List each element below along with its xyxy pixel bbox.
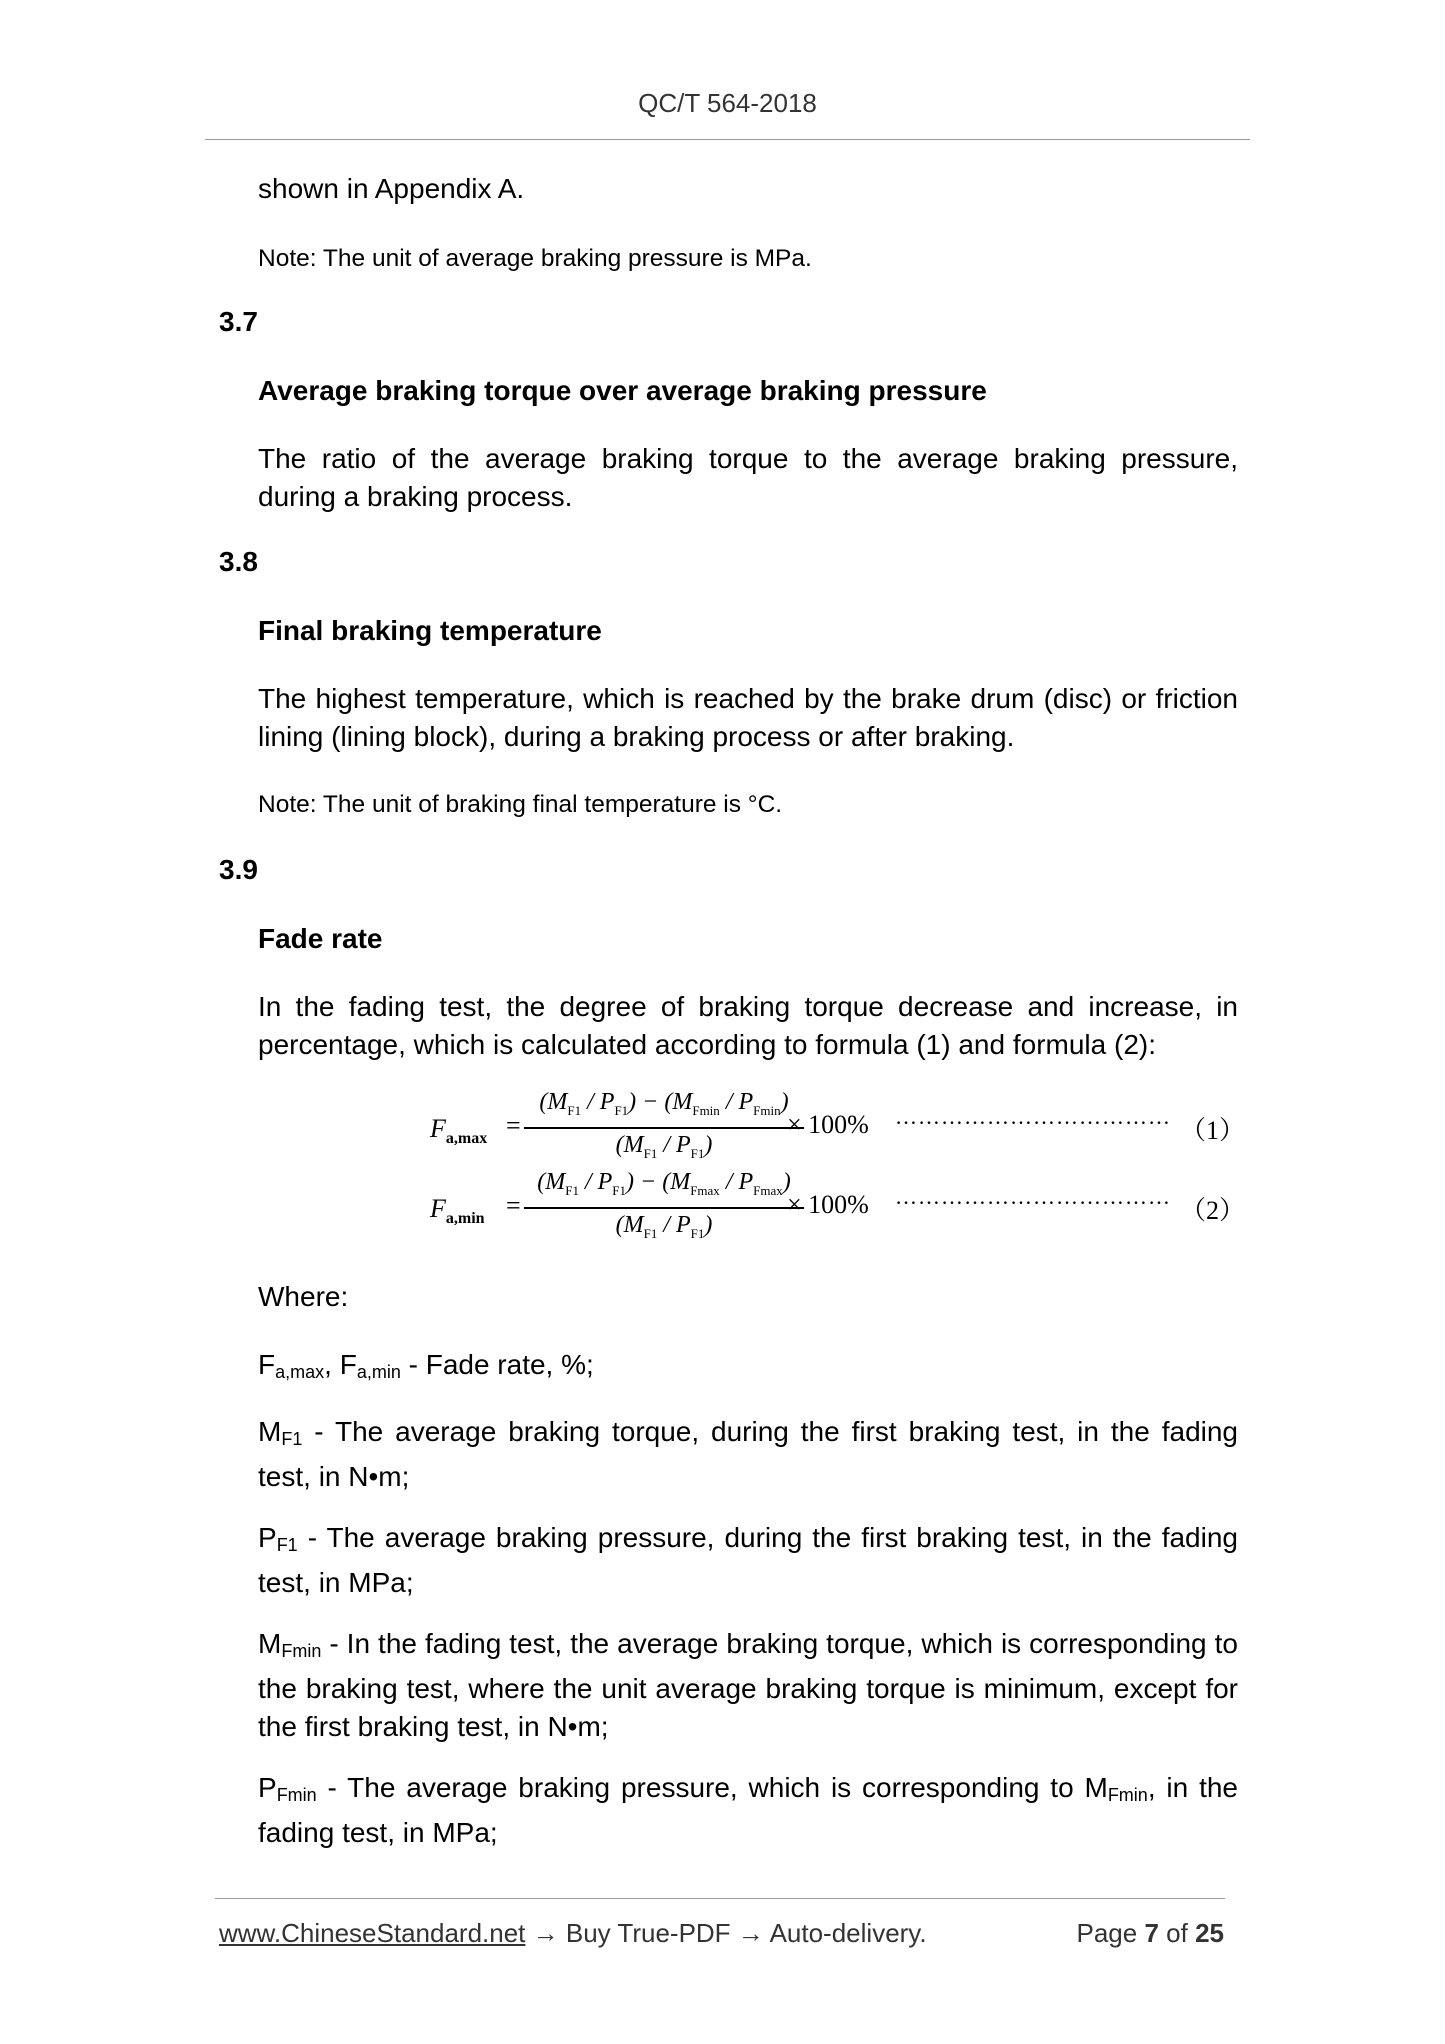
note-temperature-unit: Note: The unit of braking final temperature is °C. [258,791,783,818]
definition-pf1: $P_{F1}$ - The average braking pressure, during the first braking test, in the fading test, in MPa; [258,1522,1238,1598]
formula-2-number: （2） [1180,1196,1246,1225]
definition-mfmin: $M_{Fmin}$ - In the fading test, the average braking torque, which is corresponding to the braking test, where the unit average braking torque is minimum, except for the first braking test, in N•m; [258,1628,1238,1742]
definition-pfmin: $P_{Fmin}$ - The average braking pressure, which is corresponding to $M_{Fmin}$, in the fading test, in MPa; [258,1772,1238,1848]
formula-1-lhs: $F_{a,max}$ [430,1114,488,1148]
definition-fade-rate: $F_{a,max}$, $F_{a,min}$ - Fade rate, %; [258,1349,594,1382]
definition-mf1: $M_{F1}$ - The average braking torque, during the first braking test, in the fading test, in N•m; [258,1416,1238,1492]
section-heading-3-9: Fade rate [258,923,383,954]
header-divider [205,139,1250,140]
formula-1-number: （1） [1180,1116,1246,1145]
section-number-3-7: 3.7 [219,306,258,337]
page-indicator: Page 7 of 25 [1076,1918,1224,1948]
formula-2-fraction: $(M_{F1} / P_{F1}) - (M_{Fmax} / P_{Fmax})$ $(M_{F1} / P_{F1})$ [524,1168,804,1248]
where-label: Where: [258,1281,349,1312]
section-text-3-8: The highest temperature, which is reached by the brake drum (disc) or friction lining (lining block), during a braking process or after braking. [258,683,1238,752]
formula-2: $F_{a,min}$ = $(M_{F1} / P_{F1}) - (M_{Fmax} / P_{Fmax})$ $(M_{F1} / P_{F1})$ × 100% ……………………………… （2） [425,1180,1240,1236]
website-link[interactable]: www.ChineseStandard.net [219,1918,526,1948]
footer-divider [215,1898,1225,1899]
continued-text: shown in Appendix A. [258,173,525,204]
section-heading-3-8: Final braking temperature [258,615,602,646]
formula-1-fraction: $(M_{F1} / P_{F1}) - (M_{Fmin} / P_{Fmin})$ $(M_{F1} / P_{F1})$ [524,1088,804,1168]
section-text-3-9: In the fading test, the degree of braking torque decrease and increase, in percentage, which is calculated according to formula (1) and formula (2): [258,991,1238,1060]
section-number-3-9: 3.9 [219,854,258,885]
document-code: QC/T 564-2018 [638,88,817,118]
formula-1: $F_{a,max}$ = $(M_{F1} / P_{F1}) - (M_{Fmin} / P_{Fmin})$ $(M_{F1} / P_{F1})$ × 100% ……………………………… （1） [425,1100,1240,1156]
note-pressure-unit: Note: The unit of average braking pressure is MPa. [258,245,812,272]
section-text-3-7: The ratio of the average braking torque to the average braking pressure, during a braking process. [258,443,1238,512]
section-number-3-8: 3.8 [219,546,258,577]
section-heading-3-7: Average braking torque over average braking pressure [258,375,987,406]
footer-tagline: → Buy True-PDF → Auto-delivery. [525,1918,927,1948]
footer [219,1918,1224,1949]
formula-2-lhs: $F_{a,min}$ [430,1194,485,1228]
